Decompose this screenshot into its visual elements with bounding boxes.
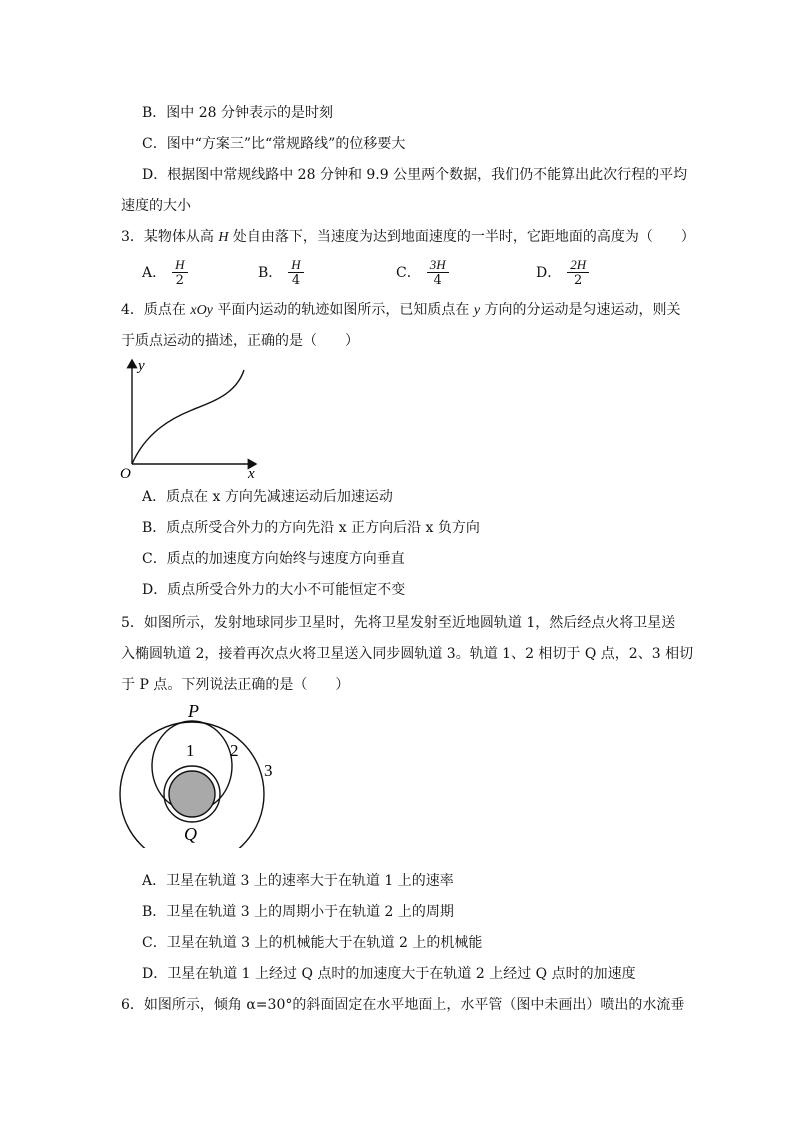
q2-option-d-continued: 速度的大小 bbox=[121, 198, 191, 214]
q2-option-d: D．根据图中常规线路中 28 分钟和 9.9 公里两个数据，我们仍不能算出此次行程的平均 bbox=[142, 167, 688, 183]
q5-stem-continued-2: 于 P 点。下列说法正确的是（ ） bbox=[121, 677, 350, 693]
q3-option-a: A． $\frac{H}{2}$ bbox=[142, 254, 188, 290]
fraction: $\frac{3H}{4}$ bbox=[427, 257, 449, 288]
x-axis-label: x bbox=[248, 466, 255, 482]
q3-option-b: B． $\frac{H}{4}$ bbox=[258, 254, 304, 290]
trajectory-graph bbox=[114, 352, 274, 482]
orbit-2-label: 2 bbox=[230, 741, 239, 760]
fraction: $\frac{H}{2}$ bbox=[172, 257, 187, 288]
q5-option-b: B．卫星在轨道 3 上的周期小于在轨道 2 上的周期 bbox=[142, 904, 454, 920]
q2-option-c: C．图中“方案三”比“常规路线”的位移要大 bbox=[142, 136, 406, 152]
trajectory-curve bbox=[132, 370, 244, 464]
point-p-label: P bbox=[188, 701, 199, 721]
orbit-3-label: 3 bbox=[264, 761, 273, 780]
q3-stem: 3．某物体从高 H 处自由落下，当速度为达到地面速度的一半时，它距地面的高度为（ ） bbox=[121, 229, 695, 245]
q3-option-d: D． $\frac{2H}{2}$ bbox=[536, 254, 589, 290]
point-q-label: Q bbox=[184, 824, 197, 844]
q4-stem-continued: 于质点运动的描述，正确的是（ ） bbox=[121, 333, 359, 349]
orbit-diagram bbox=[116, 700, 286, 848]
q5-stem-continued: 入椭圆轨道 2，接着再次点火将卫星送入同步圆轨道 3。轨道 1、2 相切于 Q 点，2、3 相切 bbox=[121, 646, 694, 662]
q2-option-b: B．图中 28 分钟表示的是时刻 bbox=[142, 105, 334, 121]
q5-option-c: C．卫星在轨道 3 上的机械能大于在轨道 2 上的机械能 bbox=[142, 935, 483, 951]
q4-stem: 4．质点在 xOy 平面内运动的轨迹如图所示，已知质点在 y 方向的分运动是匀速运动，则关 bbox=[121, 302, 681, 318]
q5-stem: 5．如图所示，发射地球同步卫星时，先将卫星发射至近地圆轨道 1，然后经点火将卫星送 bbox=[121, 615, 676, 631]
q4-option-a: A．质点在 x 方向先减速运动后加速运动 bbox=[142, 489, 393, 505]
q5-option-d: D．卫星在轨道 1 上经过 Q 点时的加速度大于在轨道 2 上经过 Q 点时的加速度 bbox=[142, 966, 636, 982]
origin-label: O bbox=[120, 466, 131, 482]
q3-option-c: C． $\frac{3H}{4}$ bbox=[396, 254, 449, 290]
q5-option-a: A．卫星在轨道 3 上的速率大于在轨道 1 上的速率 bbox=[142, 873, 454, 889]
fraction: $\frac{2H}{2}$ bbox=[567, 257, 589, 288]
q4-option-b: B．质点所受合外力的方向先沿 x 正方向后沿 x 负方向 bbox=[142, 520, 480, 536]
fraction: $\frac{H}{4}$ bbox=[288, 257, 303, 288]
orbit-1-label: 1 bbox=[186, 741, 195, 760]
q4-option-c: C．质点的加速度方向始终与速度方向垂直 bbox=[142, 551, 405, 567]
earth bbox=[169, 771, 215, 817]
q6-stem: 6．如图所示，倾角 α=30°的斜面固定在水平地面上，水平管（图中未画出）喷出的水流垂 bbox=[121, 997, 685, 1013]
q3-options bbox=[142, 254, 642, 290]
q4-option-d: D．质点所受合外力的大小不可能恒定不变 bbox=[142, 582, 406, 598]
y-axis-label: y bbox=[138, 358, 145, 374]
